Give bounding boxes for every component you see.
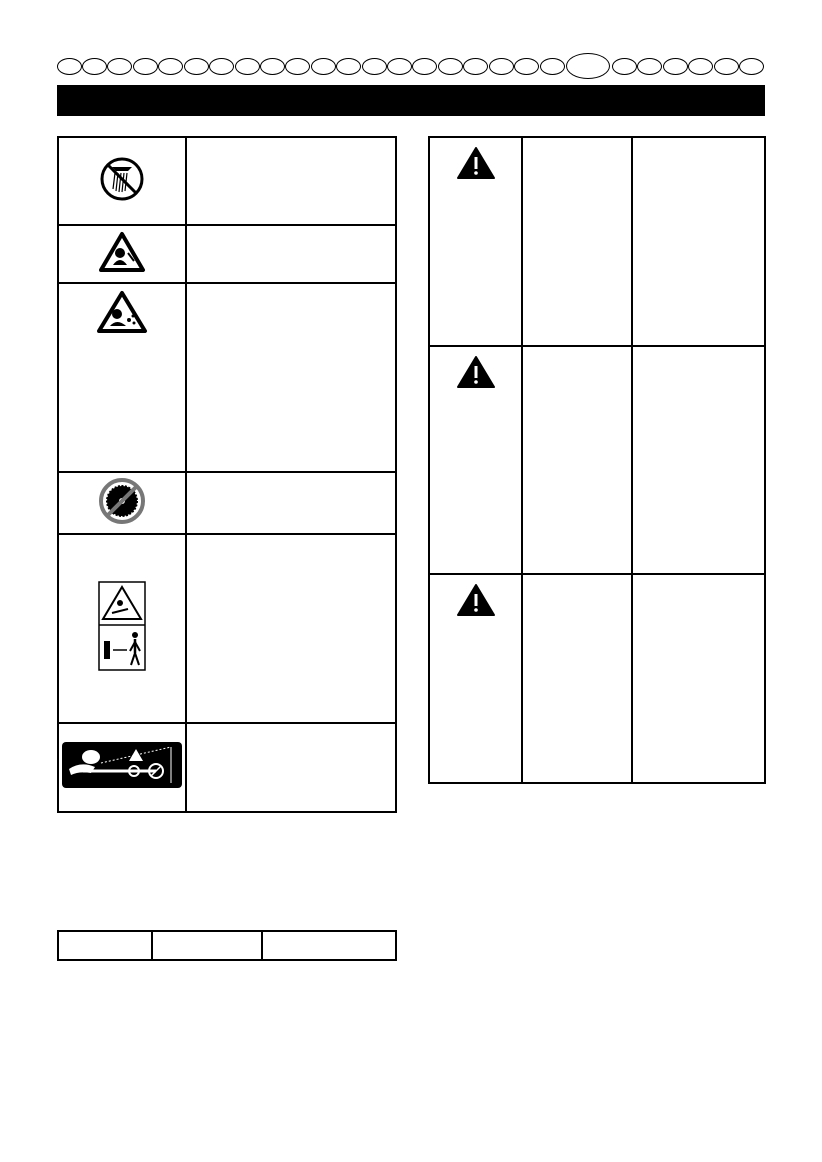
warning-label <box>523 347 631 359</box>
safety-symbols-table <box>57 136 397 813</box>
warning-text-cell <box>522 574 632 783</box>
symbol-icon-cell <box>58 283 186 472</box>
language-tab[interactable] <box>285 58 310 75</box>
bottom-table <box>57 930 397 961</box>
warning-icon-cell <box>429 137 522 346</box>
warning-row <box>429 137 765 346</box>
warning-description <box>633 138 764 150</box>
warning-triangle-icon <box>456 355 496 389</box>
language-tab[interactable] <box>184 58 209 75</box>
language-tab[interactable] <box>540 58 565 75</box>
warnings-table <box>428 136 766 784</box>
symbol-text-cell <box>186 283 396 472</box>
bottom-table-cell <box>58 931 152 960</box>
language-tab[interactable] <box>612 58 637 75</box>
eye-protection-warning-icon <box>98 231 146 273</box>
warning-label <box>523 575 631 587</box>
symbol-description <box>187 175 395 187</box>
language-tab-bar <box>57 53 765 79</box>
bottom-table-cell <box>262 931 396 960</box>
language-tab-active[interactable] <box>566 53 610 79</box>
warning-description <box>633 347 764 359</box>
symbol-row <box>58 472 396 534</box>
language-tab[interactable] <box>82 58 107 75</box>
warning-text-cell <box>522 137 632 346</box>
bottom-table-cell <box>152 931 262 960</box>
symbol-row <box>58 723 396 812</box>
warning-row <box>429 346 765 574</box>
language-tab[interactable] <box>235 58 260 75</box>
language-tab[interactable] <box>107 58 132 75</box>
language-tab[interactable] <box>688 58 713 75</box>
warning-text-cell <box>632 574 765 783</box>
language-tab[interactable] <box>514 58 539 75</box>
language-tab[interactable] <box>714 58 739 75</box>
language-tab[interactable] <box>463 58 488 75</box>
trimmer-safety-label-icon <box>61 741 183 789</box>
symbol-text-cell <box>186 225 396 283</box>
keep-bystanders-away-icon <box>98 581 146 671</box>
no-water-spray-icon <box>98 155 146 203</box>
language-tab[interactable] <box>637 58 662 75</box>
warning-icon-cell <box>429 346 522 574</box>
warning-label <box>523 138 631 150</box>
language-tab[interactable] <box>133 58 158 75</box>
symbol-icon-cell <box>58 534 186 723</box>
no-saw-blade-icon <box>98 477 146 525</box>
section-header-band <box>57 85 765 116</box>
symbol-description <box>187 762 395 774</box>
symbol-icon-cell <box>58 137 186 225</box>
symbol-row <box>58 534 396 723</box>
warning-description <box>633 575 764 587</box>
language-tab[interactable] <box>57 58 82 75</box>
symbol-text-cell <box>186 472 396 534</box>
language-tab[interactable] <box>260 58 285 75</box>
language-tab[interactable] <box>387 58 412 75</box>
language-tab[interactable] <box>739 58 764 75</box>
language-tab[interactable] <box>489 58 514 75</box>
warning-text-cell <box>632 346 765 574</box>
symbol-icon-cell <box>58 723 186 812</box>
symbol-text-cell <box>186 534 396 723</box>
symbol-description <box>187 248 395 260</box>
symbol-description <box>187 497 395 509</box>
language-tab[interactable] <box>209 58 234 75</box>
symbol-description <box>187 372 395 384</box>
symbol-description <box>187 623 395 635</box>
symbol-row <box>58 225 396 283</box>
language-tab[interactable] <box>336 58 361 75</box>
symbol-icon-cell <box>58 472 186 534</box>
warning-icon-cell <box>429 574 522 783</box>
warning-text-cell <box>522 346 632 574</box>
thrown-objects-warning-icon <box>96 290 148 334</box>
language-tab[interactable] <box>663 58 688 75</box>
symbol-text-cell <box>186 137 396 225</box>
warning-triangle-icon <box>456 146 496 180</box>
language-tab[interactable] <box>158 58 183 75</box>
warning-row <box>429 574 765 783</box>
language-tab[interactable] <box>438 58 463 75</box>
symbol-row <box>58 137 396 225</box>
symbol-text-cell <box>186 723 396 812</box>
language-tab[interactable] <box>412 58 437 75</box>
warning-text-cell <box>632 137 765 346</box>
warning-triangle-icon <box>456 583 496 617</box>
symbol-row <box>58 283 396 472</box>
language-tab[interactable] <box>311 58 336 75</box>
bottom-table-row <box>58 931 396 960</box>
symbol-icon-cell <box>58 225 186 283</box>
language-tab[interactable] <box>362 58 387 75</box>
